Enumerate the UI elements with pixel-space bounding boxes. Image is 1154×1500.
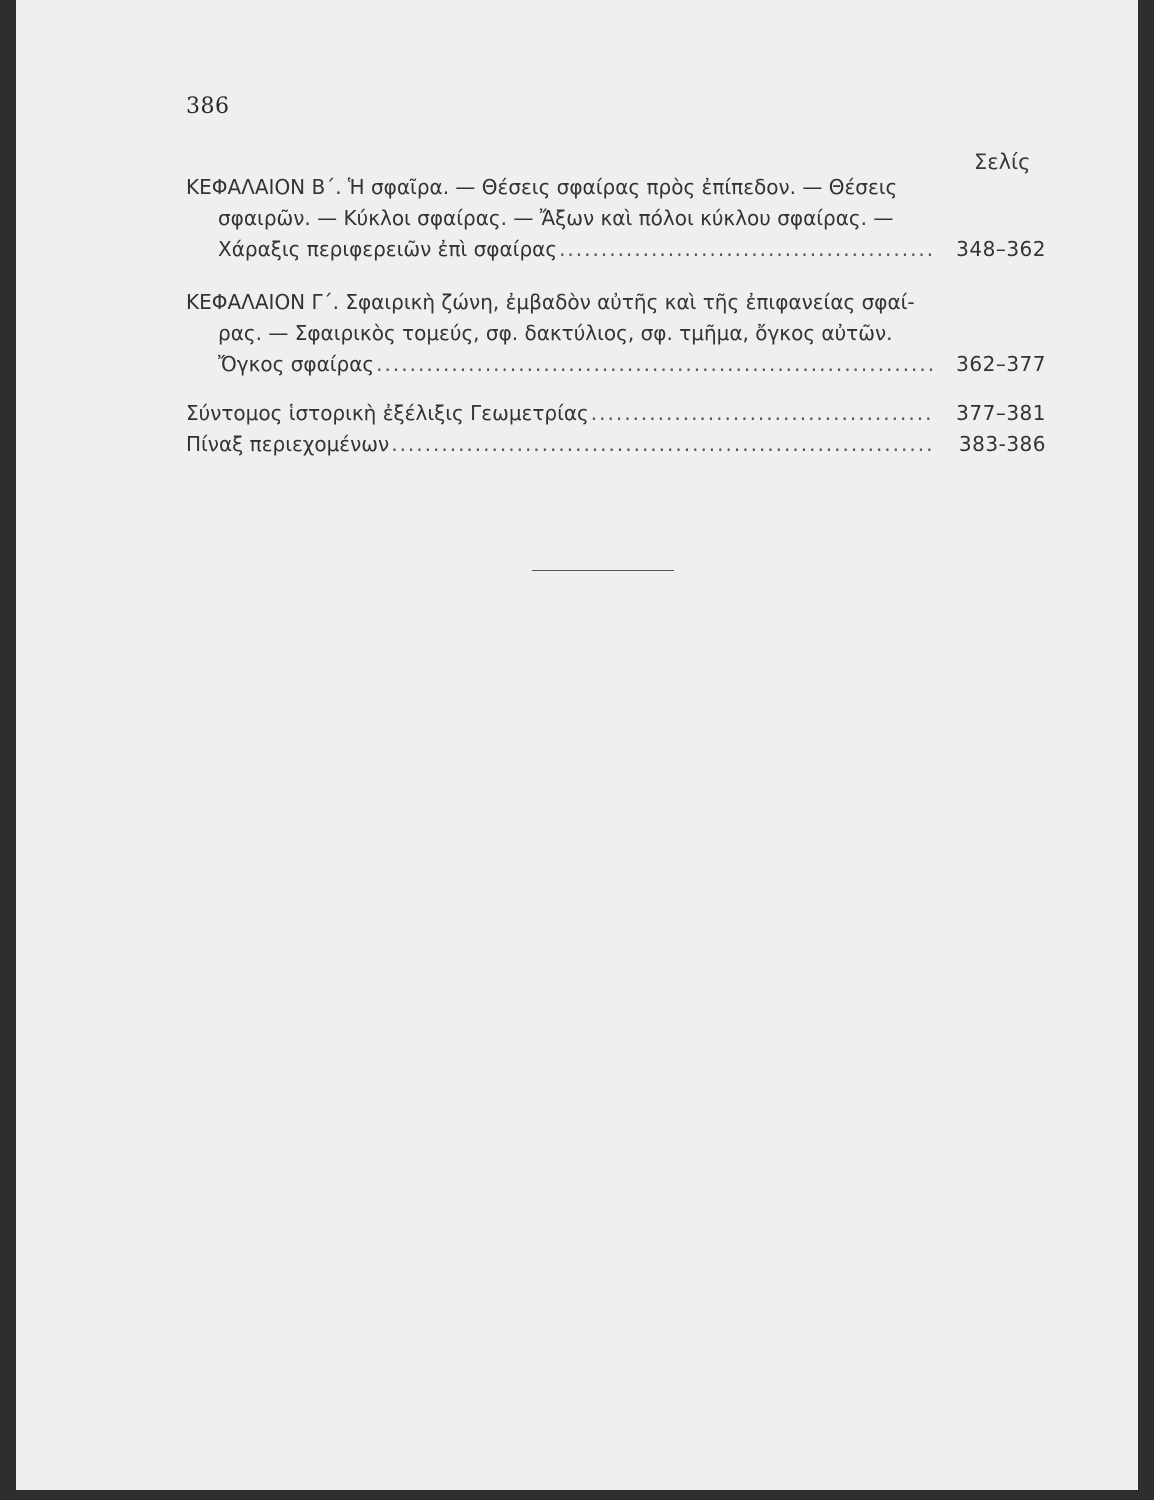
toc-entry-history bbox=[186, 398, 1046, 429]
dot-leader bbox=[559, 234, 932, 265]
dot-leader bbox=[376, 349, 932, 380]
page-number: 386 bbox=[186, 94, 230, 119]
toc-entry-last-line bbox=[186, 429, 1046, 460]
toc-entry-chapter-b bbox=[186, 172, 1046, 265]
table-of-contents bbox=[186, 172, 1046, 460]
book-page bbox=[16, 0, 1138, 1490]
toc-entry-last-line bbox=[186, 398, 1046, 429]
toc-entry-text: Σύντομος ἱστορικὴ ἐξέλιξις Γεωμετρίας bbox=[186, 401, 589, 425]
toc-entry-line: ΚΕΦΑΛΑΙΟΝ Γ΄. Σφαιρικὴ ζώνη, ἐμβαδὸν αὐτῆς καὶ τῆς ἐπιφανείας σφαί- bbox=[186, 290, 915, 314]
end-rule bbox=[532, 570, 674, 571]
toc-entry-line: ρας. — Σφαιρικὸς τομεύς, σφ. δακτύλιος, σφ. τμῆμα, ὄγκος αὐτῶν. bbox=[218, 321, 893, 345]
toc-entry-pages: 377–381 bbox=[956, 401, 1046, 425]
toc-entry-pages: 348–362 bbox=[956, 237, 1046, 261]
toc-entry-pages: 383-386 bbox=[958, 432, 1046, 456]
pages-column-header: Σελίς bbox=[974, 150, 1031, 174]
toc-entry-last-line bbox=[186, 349, 1046, 380]
toc-entry-text: Ὄγκος σφαίρας bbox=[218, 352, 375, 376]
dot-leader bbox=[391, 429, 932, 460]
toc-entry-text: Πίναξ περιεχομένων bbox=[186, 432, 390, 456]
toc-entry-last-line bbox=[186, 234, 1046, 265]
toc-entry-pages: 362–377 bbox=[956, 352, 1046, 376]
toc-entry-contents bbox=[186, 429, 1046, 460]
toc-entry-text: Χάραξις περιφερειῶν ἐπὶ σφαίρας bbox=[218, 237, 558, 261]
toc-entry-line: σφαιρῶν. — Κύκλοι σφαίρας. — Ἄξων καὶ πόλοι κύκλου σφαίρας. — bbox=[218, 206, 894, 230]
toc-entry-line: ΚΕΦΑΛΑΙΟΝ Β΄. Ἡ σφαῖρα. — Θέσεις σφαίρας πρὸς ἐπίπεδον. — Θέσεις bbox=[186, 175, 898, 199]
toc-entry-chapter-g bbox=[186, 287, 1046, 380]
dot-leader bbox=[591, 398, 932, 429]
